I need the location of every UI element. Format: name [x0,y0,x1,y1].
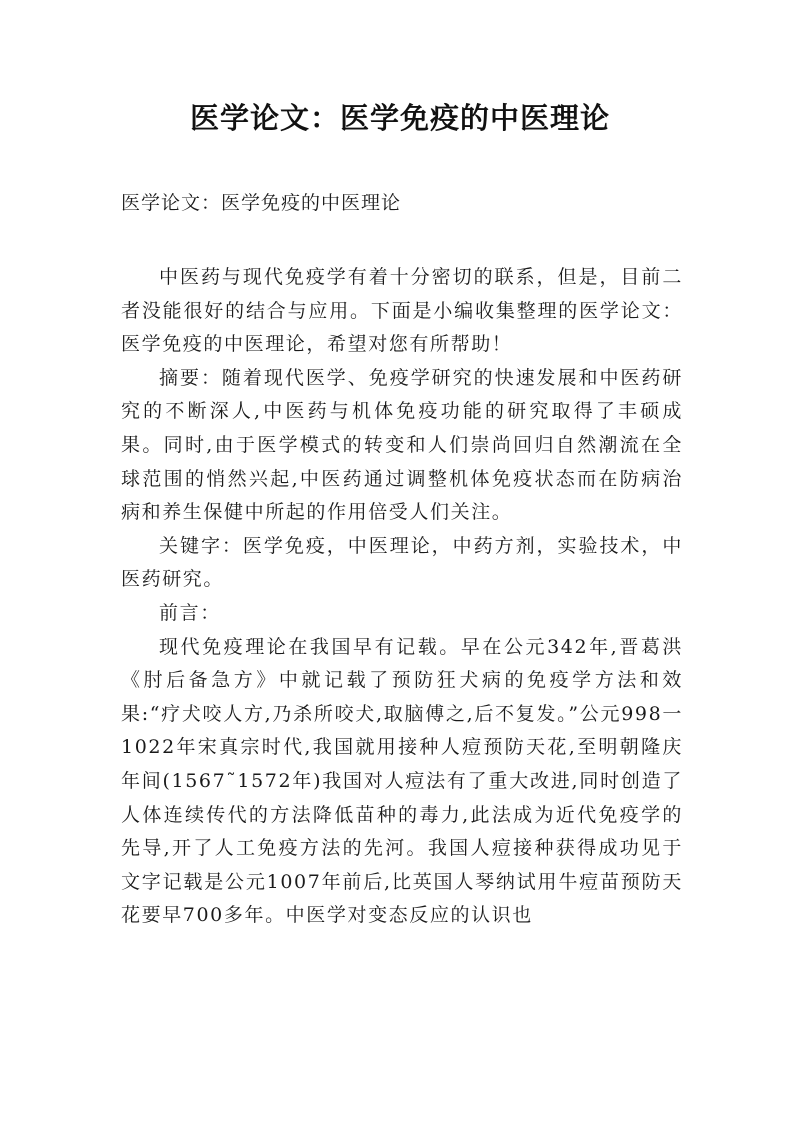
paragraph-intro: 中医药与现代免疫学有着十分密切的联系，但是，目前二者没能很好的结合与应用。下面是小编收集整理的医学论文：医学免疫的中医理论，希望对您有所帮助！ [121,266,683,356]
document-body [121,261,683,933]
paragraph-history: 现代免疫理论在我国早有记载。早在公元342年,晋葛洪《肘后备急方》中就记载了预防狂犬病的免疫学方法和效果:“疗犬咬人方,乃杀所咬犬,取脑傅之,后不复发。”公元998一1022年宋真宗时代,我国就用接种人痘预防天花,至明朝隆庆年间(1567˜1572年)我国对人痘法有了重大改进,同时创造了人体连续传代的方法降低苗种的毒力,此法成为近代免疫学的先导,开了人工免疫方法的先河。我国人痘接种获得成功见于文字记载是公元1007年前后,比英国人琴纳试用牛痘苗预防天花要早700多年。中医学对变态反应的认识也 [121,635,683,927]
paragraph-preface-heading: 前言： [159,601,221,624]
document-title: 医学论文：医学免疫的中医理论 [189,101,610,135]
paragraph-keywords: 关键字：医学免疫，中医理论，中药方剂，实验技术，中医药研究。 [121,534,683,591]
document-subtitle: 医学论文：医学免疫的中医理论 [121,192,402,214]
paragraph-abstract: 摘要：随着现代医学、免疫学研究的快速发展和中医药研究的不断深人,中医药与机体免疫功能的研究取得了丰硕成果。同时,由于医学模式的转变和人们崇尚回归自然潮流在全球范围的悄然兴起,中医药通过调整机体免疫状态而在防病治病和养生保健中所起的作用倍受人们关注。 [121,366,683,524]
